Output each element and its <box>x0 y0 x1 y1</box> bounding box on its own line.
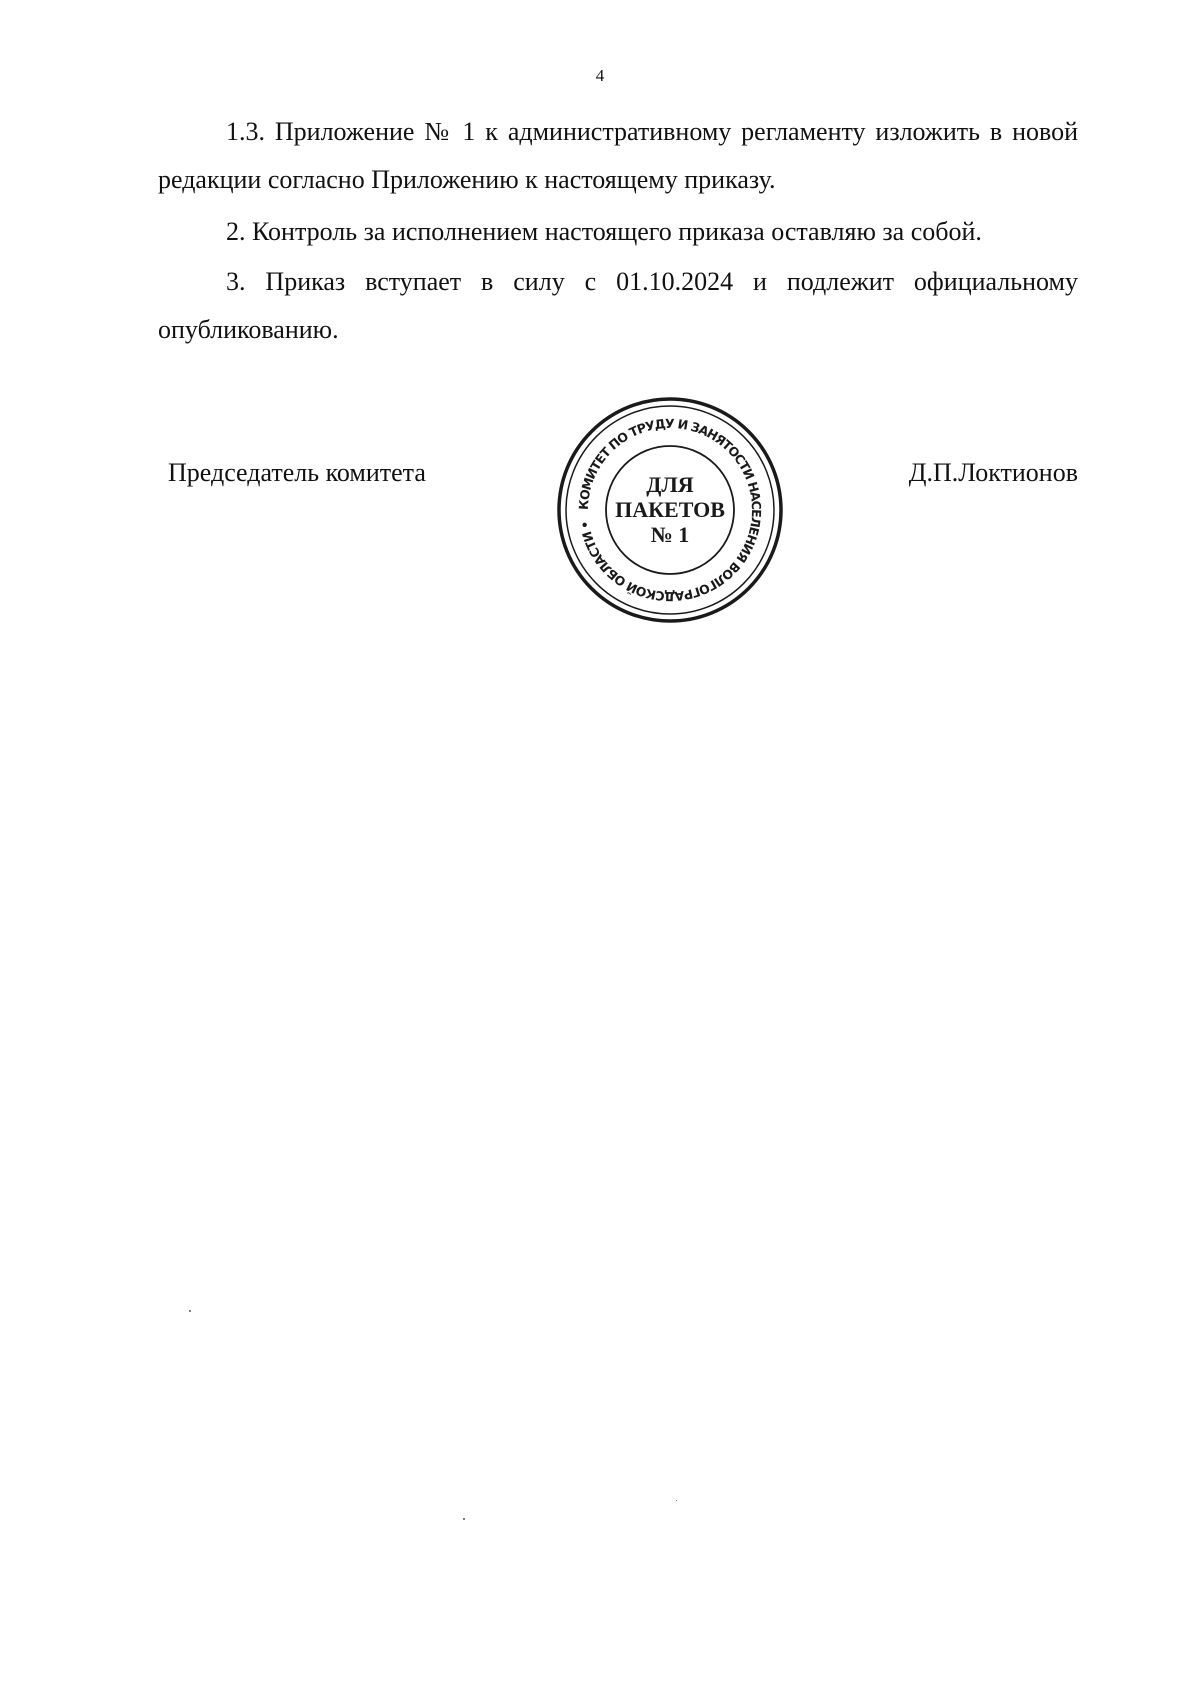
signature-name: Д.П.Локтионов <box>908 458 1078 487</box>
scan-speck <box>676 1500 677 1501</box>
official-stamp <box>555 395 785 625</box>
scan-speck <box>189 1310 191 1312</box>
stamp-center-line-1: ДЛЯ <box>646 472 694 497</box>
paragraph-3: 3. Приказ вступает в силу с 01.10.2024 и подлежит официальному опубликованию. <box>158 267 1078 344</box>
stamp-center-line-3: № 1 <box>650 522 690 547</box>
signature-role: Председатель комитета <box>168 458 426 487</box>
scan-speck <box>463 1518 465 1520</box>
paragraph-1-3: 1.3. Приложение № 1 к административному регламенту изложить в новой редакции согласно Приложению к настоящему приказу. <box>158 117 1078 194</box>
stamp-center-line-2: ПАКЕТОВ <box>615 497 725 522</box>
stamp-ring-text: КОМИТЕТ ПО ТРУДУ И ЗАНЯТОСТИ НАСЕЛЕНИЯ ВОЛГОГРАДСКОЙ ОБЛАСТИ • <box>575 415 765 605</box>
page-number: 4 <box>595 66 605 85</box>
paragraph-2: 2. Контроль за исполнением настоящего приказа оставляю за собой. <box>226 217 982 246</box>
